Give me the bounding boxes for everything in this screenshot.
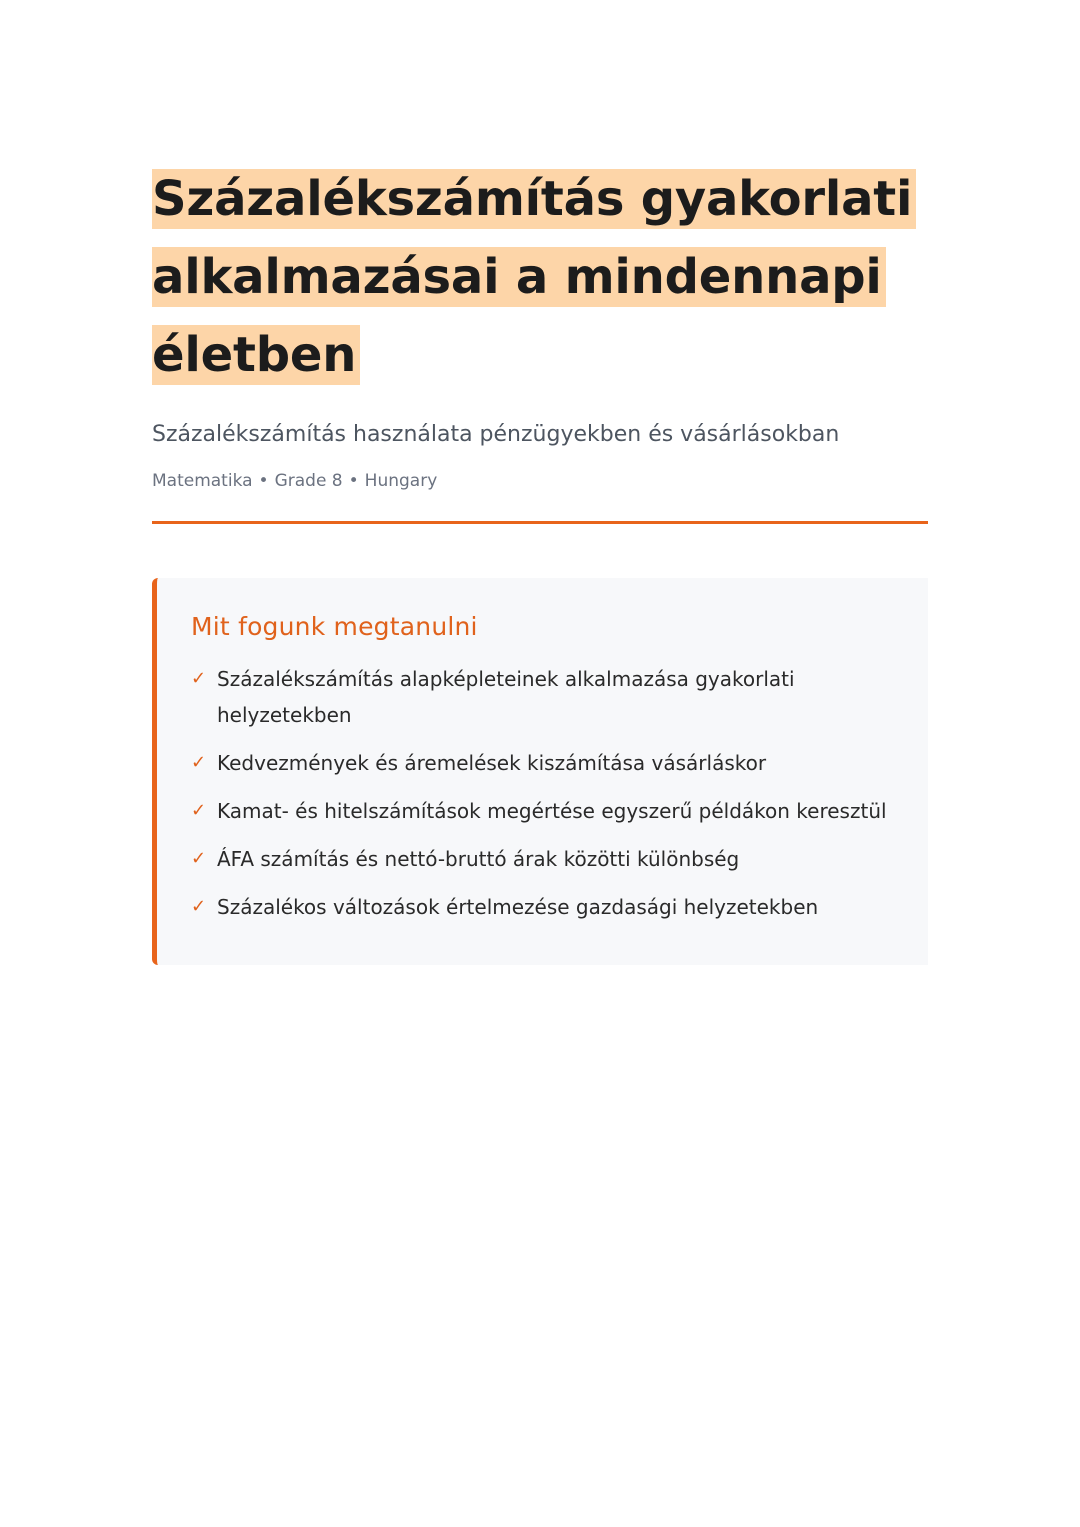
title-line-1: Százalékszámítás gyakorlati <box>152 169 916 229</box>
page-title <box>152 160 928 394</box>
title-line-2: alkalmazásai a mindennapi <box>152 247 886 307</box>
learning-objectives-box <box>152 578 928 965</box>
list-item <box>191 793 908 829</box>
objective-text: Kamat- és hitelszámítások megértése egyszerű példákon keresztül <box>217 799 887 823</box>
page-subtitle: Százalékszámítás használata pénzügyekben és vásárlásokban <box>152 422 840 447</box>
objective-text: ÁFA számítás és nettó-bruttó árak közötti különbség <box>217 847 740 871</box>
objectives-list <box>191 661 908 925</box>
meta-separator: • <box>258 471 269 491</box>
check-icon: ✓ <box>191 752 207 773</box>
meta-grade: Grade 8 <box>274 471 343 491</box>
meta-line <box>152 471 928 491</box>
list-item <box>191 841 908 877</box>
meta-subject: Matematika <box>152 471 253 491</box>
objective-text: Százalékszámítás alapképleteinek alkalmazása gyakorlati helyzetekben <box>217 667 795 727</box>
check-icon: ✓ <box>191 848 207 869</box>
check-icon: ✓ <box>191 896 207 917</box>
objective-text: Százalékos változások értelmezése gazdasági helyzetekben <box>217 895 819 919</box>
objective-text: Kedvezmények és áremelések kiszámítása vásárláskor <box>217 751 767 775</box>
check-icon: ✓ <box>191 668 207 689</box>
title-line-3: életben <box>152 325 360 385</box>
meta-country: Hungary <box>364 471 438 491</box>
list-item <box>191 889 908 925</box>
check-icon: ✓ <box>191 800 207 821</box>
document-page <box>152 160 928 965</box>
list-item <box>191 661 908 733</box>
list-item <box>191 745 908 781</box>
divider <box>152 521 928 524</box>
meta-separator: • <box>348 471 359 491</box>
objectives-heading: Mit fogunk megtanulni <box>191 612 478 641</box>
